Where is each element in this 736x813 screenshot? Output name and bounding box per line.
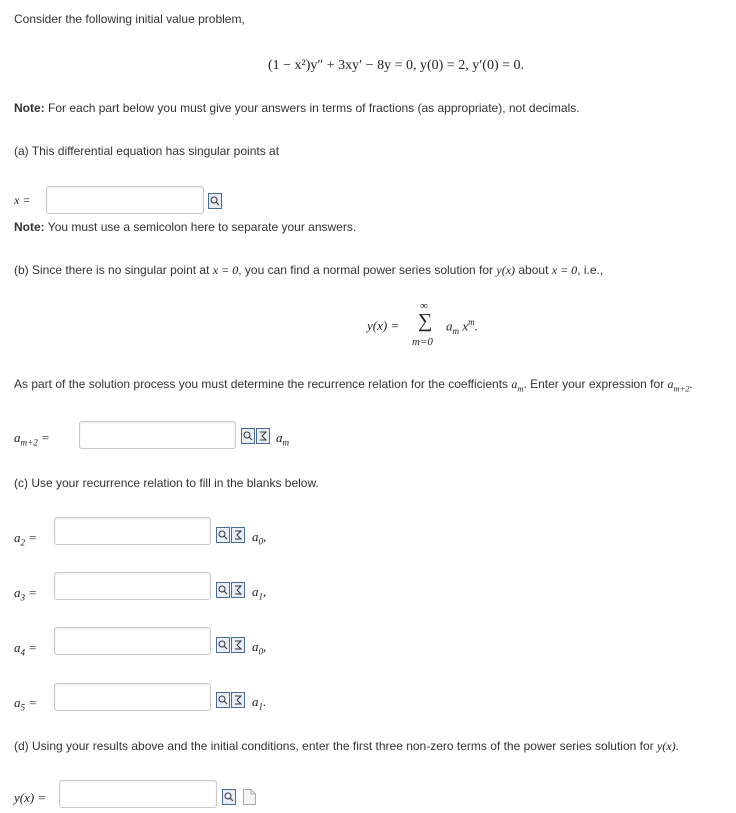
recurrence-enter: . Enter your expression for: [523, 377, 665, 391]
a5-rhs: $a_1$.: [252, 694, 267, 712]
recurrence-lhs: $a_{m+2}$ =: [14, 430, 50, 448]
a2-rhs: $a_0$,: [252, 529, 267, 547]
recurrence-am: $a_m$: [511, 377, 524, 394]
part-a-prompt: (a) This differential equation has singular points at: [14, 144, 280, 158]
part-b-prompt-post: , i.e.,: [577, 263, 604, 277]
part-b-prompt-pre: (b) Since there is no singular point at: [14, 263, 210, 277]
series-end: .: [474, 318, 478, 334]
yx-symbol: y(x): [496, 263, 516, 277]
part-d-prompt-text: (d) Using your results above and the initial conditions, enter the first three non-zero terms of the power series solution for: [14, 739, 654, 753]
note-fractions: [14, 101, 580, 115]
series-sigma: ∑: [418, 310, 433, 332]
part-b-prompt-mid: , you can find a normal power series solution for: [238, 263, 494, 277]
a5-label: $a_5$ =: [14, 695, 38, 713]
part-d-lhs: y(x) =: [14, 790, 47, 805]
ode-equation: (1 − x²)y″ + 3xy′ − 8y = 0, y(0) = 2, y′(0) = 0.: [268, 58, 524, 73]
preview-icon[interactable]: [222, 789, 237, 805]
sigma-tool-icon[interactable]: [256, 428, 271, 444]
a3-rhs: $a_1$,: [252, 584, 267, 602]
sigma-tool-icon[interactable]: [231, 637, 246, 653]
singular-points-input[interactable]: [46, 186, 204, 214]
a5-input[interactable]: [54, 683, 211, 711]
note-text: For each part below you must give your answers in terms of fractions (as appropriate), not decimals.: [48, 101, 580, 115]
sigma-tool-icon[interactable]: [231, 692, 246, 708]
a4-rhs: $a_0$,: [252, 639, 267, 657]
series-x-sup: m: [468, 317, 475, 327]
part-c-prompt: (c) Use your recurrence relation to fill in the blanks below.: [14, 476, 319, 490]
series-lower: m=0: [412, 336, 433, 348]
part-d-end: .: [675, 739, 679, 753]
part-b-prompt: [14, 263, 603, 278]
sigma-tool-icon[interactable]: [231, 582, 246, 598]
part-a-note-text: You must use a semicolon here to separate your answers.: [47, 220, 357, 234]
a4-label: $a_4$ =: [14, 640, 38, 658]
a2-input[interactable]: [54, 517, 211, 545]
a3-label: $a_3$ =: [14, 585, 38, 603]
part-d-prompt: [14, 739, 679, 754]
part-a-note: [14, 220, 356, 234]
power-series-input[interactable]: [59, 780, 217, 808]
series-x: x: [462, 318, 469, 334]
preview-icon[interactable]: [216, 692, 231, 708]
recurrence-am2: $a_{m+2}$: [667, 377, 690, 394]
part-d-yx: y(x): [657, 739, 676, 753]
a3-input[interactable]: [54, 572, 211, 600]
series-upper: ∞: [420, 300, 428, 312]
series-a: a: [446, 318, 453, 334]
series-term: [446, 317, 478, 336]
preview-icon[interactable]: [216, 527, 231, 543]
recurrence-prompt: As part of the solution process you must determine the recurrence relation for the coefficients $a_m$. Enter your expression for $a_{m+2}$.: [14, 377, 693, 394]
part-a-note-label: Note:: [14, 220, 45, 234]
note-label: Note:: [14, 101, 45, 115]
series-a-sub: m: [452, 325, 460, 336]
x-eq-0-second: x = 0: [551, 263, 578, 277]
part-b-prompt-about: about: [518, 263, 549, 277]
file-icon[interactable]: [242, 789, 257, 805]
recurrence-input[interactable]: [79, 421, 236, 449]
part-a-var-label: x =: [14, 193, 31, 207]
preview-icon[interactable]: [216, 582, 231, 598]
recurrence-rhs: $a_m$: [276, 430, 290, 448]
preview-icon[interactable]: [208, 193, 223, 209]
sigma-tool-icon[interactable]: [231, 527, 246, 543]
series-lhs: y(x) =: [367, 318, 400, 333]
a2-label: $a_2$ =: [14, 530, 38, 548]
intro-text: Consider the following initial value problem,: [14, 12, 245, 26]
x-eq-0: x = 0: [212, 263, 239, 277]
recurrence-text: As part of the solution process you must determine the recurrence relation for the coefficients: [14, 377, 509, 391]
a4-input[interactable]: [54, 627, 211, 655]
preview-icon[interactable]: [241, 428, 256, 444]
preview-icon[interactable]: [216, 637, 231, 653]
